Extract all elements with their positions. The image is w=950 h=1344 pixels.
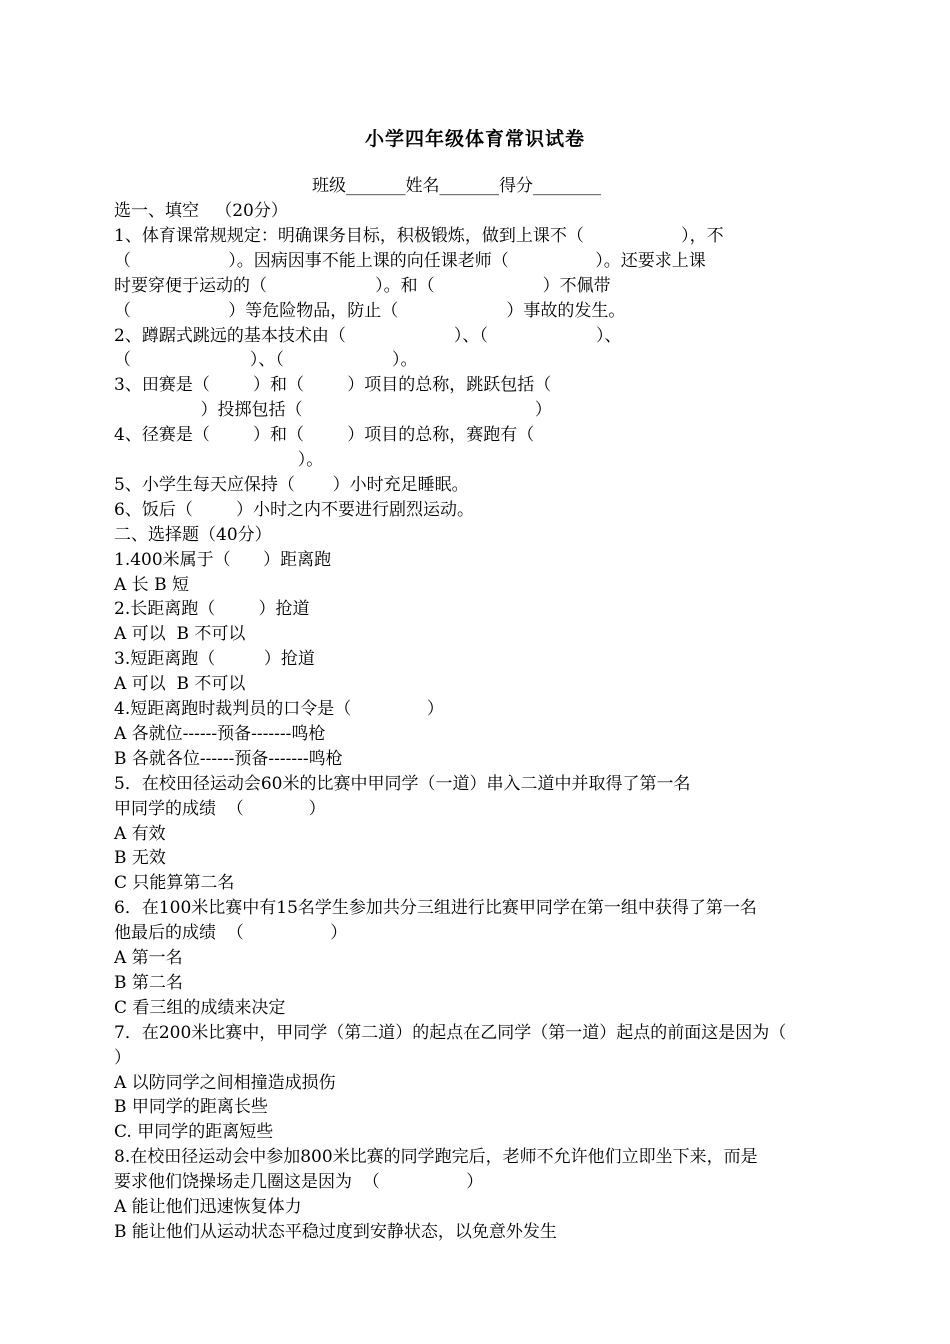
text-line: B 能让他们从运动状态平稳过度到安静状态，以免意外发生 — [114, 1221, 557, 1242]
text-line: C 只能算第二名 — [114, 873, 235, 894]
text-line: 要求他们饶操场走几圈这是因为 （ ） — [114, 1172, 484, 1193]
text-line: A 可以 B 不可以 — [114, 624, 246, 645]
text-line: 时要穿便于运动的（ ）。和（ ）不佩带 — [114, 275, 611, 296]
text-line: A 可以 B 不可以 — [114, 674, 246, 695]
text-line: A 以防同学之间相撞造成损伤 — [114, 1072, 336, 1093]
text-line: 选一、填空 （20分） — [114, 201, 288, 221]
text-line: （ ）等危险物品，防止（ ）事故的发生。 — [114, 300, 626, 321]
text-line: 6．在100米比赛中有15名学生参加共分三组进行比赛甲同学在第一组中获得了第一名 — [114, 898, 757, 919]
text-line: ）投掷包括（ ） — [114, 400, 552, 421]
text-line: 2、蹲踞式跳远的基本技术由（ ）、（ ）、 — [114, 325, 622, 346]
text-line: 6、饭后（ ）小时之内不要进行剧烈运动。 — [114, 499, 475, 520]
text-line: ） — [114, 1047, 131, 1068]
text-line: B 无效 — [114, 848, 166, 869]
text-line: A 第一名 — [114, 948, 183, 968]
header-info-line: 班级_______姓名_______得分________ — [312, 176, 601, 196]
text-line: C 看三组的成绩来决定 — [114, 997, 286, 1018]
text-line: A 长 B 短 — [114, 574, 189, 595]
text-line: 8.在校田径运动会中参加800米比赛的同学跑完后，老师不允许他们立即坐下来，而是 — [114, 1147, 758, 1168]
text-line: A 有效 — [114, 823, 166, 844]
text-line: 3.短距离跑（ ）抢道 — [114, 649, 315, 670]
text-line: 3、田赛是（ ）和（ ）项目的总称，跳跃包括（ — [114, 375, 552, 396]
text-line: B 各就各位------预备-------鸣枪 — [114, 748, 343, 769]
text-line: A 能让他们迅速恢复体力 — [114, 1197, 302, 1217]
text-line: （ ）。因病因事不能上课的向任课老师（ ）。还要求上课 — [114, 250, 706, 271]
text-line: A 各就位------预备-------鸣枪 — [114, 723, 326, 744]
text-line: C. 甲同学的距离短些 — [114, 1122, 274, 1143]
text-line: B 甲同学的距离长些 — [114, 1097, 268, 1118]
text-line: 4、径赛是（ ）和（ ）项目的总称，赛跑有（ — [114, 425, 535, 446]
text-line: 二、选择题（40分） — [114, 524, 272, 545]
text-line: ）。 — [114, 450, 324, 470]
text-line: 2.长距离跑（ ）抢道 — [114, 599, 310, 620]
text-line: 他最后的成绩 （ ） — [114, 923, 348, 944]
text-line: 5．在校田径运动会60米的比赛中甲同学（一道）串入二道中并取得了第一名 — [114, 773, 691, 794]
text-line: B 第二名 — [114, 972, 183, 993]
text-line: 4.短距离跑时裁判员的口令是（ ） — [114, 699, 444, 719]
text-line: 1、体育课常规规定：明确课务目标，积极锻炼，做到上课不（ ），不 — [114, 225, 724, 246]
text-line: 5、小学生每天应保持（ ）小时充足睡眠。 — [114, 474, 469, 495]
text-line: 1.400米属于（ ）距离跑 — [114, 549, 332, 570]
text-line: 甲同学的成绩 （ ） — [114, 798, 326, 819]
text-line: （ ）、（ ）。 — [114, 350, 418, 371]
page-title: 小学四年级体育常识试卷 — [364, 128, 585, 150]
text-line: 7．在200米比赛中，甲同学（第二道）的起点在乙同学（第一道）起点的前面这是因为（ — [114, 1022, 787, 1043]
